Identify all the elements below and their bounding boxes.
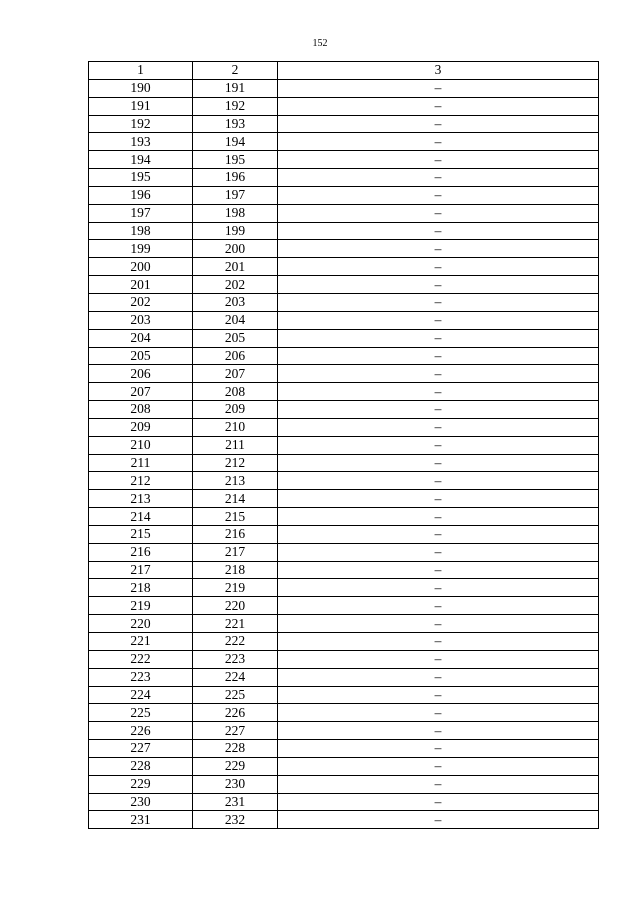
table-row — [89, 151, 599, 169]
table-cell-col-3: – — [278, 151, 599, 169]
table-row — [89, 79, 599, 97]
table-row — [89, 668, 599, 686]
table-row — [89, 258, 599, 276]
table-cell-col-3: – — [278, 454, 599, 472]
table-row — [89, 311, 599, 329]
table-cell-col-3: – — [278, 508, 599, 526]
table-cell-col-1: 223 — [89, 668, 193, 686]
table-cell-col-3: – — [278, 79, 599, 97]
table-cell-col-3: – — [278, 133, 599, 151]
table-cell-col-1: 221 — [89, 633, 193, 651]
table-cell-col-2: 196 — [193, 169, 278, 187]
table-cell-col-3: – — [278, 240, 599, 258]
table-cell-col-1: 226 — [89, 722, 193, 740]
table-cell-col-2: 206 — [193, 347, 278, 365]
table-cell-col-2: 219 — [193, 579, 278, 597]
table-cell-col-2: 211 — [193, 436, 278, 454]
table-row — [89, 579, 599, 597]
table-cell-col-3: – — [278, 169, 599, 187]
table-row — [89, 490, 599, 508]
table-cell-col-1: 210 — [89, 436, 193, 454]
table-row — [89, 418, 599, 436]
table-cell-col-2: 195 — [193, 151, 278, 169]
table-row — [89, 597, 599, 615]
table-cell-col-2: 194 — [193, 133, 278, 151]
table-cell-col-1: 214 — [89, 508, 193, 526]
table-cell-col-3: – — [278, 490, 599, 508]
table-cell-col-1: 227 — [89, 740, 193, 758]
table-cell-col-3: – — [278, 276, 599, 294]
table-cell-col-3: – — [278, 97, 599, 115]
table-cell-col-1: 198 — [89, 222, 193, 240]
table-row — [89, 722, 599, 740]
table-cell-col-2: 220 — [193, 597, 278, 615]
table-cell-col-1: 202 — [89, 293, 193, 311]
table-cell-col-3: – — [278, 115, 599, 133]
table-cell-col-2: 232 — [193, 811, 278, 829]
table-cell-col-2: 212 — [193, 454, 278, 472]
page-number: 152 — [312, 38, 328, 49]
data-table — [88, 61, 599, 829]
table-row — [89, 436, 599, 454]
column-header-3: 3 — [278, 62, 599, 80]
table-row — [89, 525, 599, 543]
table-cell-col-3: – — [278, 740, 599, 758]
table-row — [89, 115, 599, 133]
table-cell-col-3: – — [278, 418, 599, 436]
table-cell-col-2: 224 — [193, 668, 278, 686]
table-cell-col-3: – — [278, 347, 599, 365]
table-cell-col-3: – — [278, 597, 599, 615]
table-cell-col-2: 204 — [193, 311, 278, 329]
table-cell-col-2: 208 — [193, 383, 278, 401]
table-row — [89, 650, 599, 668]
table-cell-col-2: 221 — [193, 615, 278, 633]
table-cell-col-2: 205 — [193, 329, 278, 347]
table-row — [89, 454, 599, 472]
table-cell-col-2: 209 — [193, 401, 278, 419]
table-row — [89, 401, 599, 419]
table-row — [89, 704, 599, 722]
table-cell-col-2: 201 — [193, 258, 278, 276]
table-cell-col-3: – — [278, 311, 599, 329]
table-cell-col-1: 224 — [89, 686, 193, 704]
table-cell-col-3: – — [278, 222, 599, 240]
table-cell-col-1: 200 — [89, 258, 193, 276]
table-cell-col-3: – — [278, 204, 599, 222]
table-cell-col-3: – — [278, 436, 599, 454]
table-cell-col-2: 216 — [193, 525, 278, 543]
table-row — [89, 508, 599, 526]
table-cell-col-3: – — [278, 365, 599, 383]
table-cell-col-2: 225 — [193, 686, 278, 704]
table-cell-col-3: – — [278, 686, 599, 704]
table-cell-col-1: 209 — [89, 418, 193, 436]
table-row — [89, 740, 599, 758]
table-row — [89, 240, 599, 258]
table-header-row — [89, 62, 599, 80]
table-cell-col-1: 222 — [89, 650, 193, 668]
table-cell-col-2: 230 — [193, 775, 278, 793]
table-cell-col-2: 202 — [193, 276, 278, 294]
table-cell-col-1: 216 — [89, 543, 193, 561]
table-cell-col-1: 191 — [89, 97, 193, 115]
table-cell-col-2: 222 — [193, 633, 278, 651]
table-row — [89, 561, 599, 579]
table-cell-col-2: 203 — [193, 293, 278, 311]
table-cell-col-1: 231 — [89, 811, 193, 829]
table-row — [89, 186, 599, 204]
table-cell-col-1: 225 — [89, 704, 193, 722]
table-row — [89, 383, 599, 401]
table-cell-col-3: – — [278, 561, 599, 579]
table-cell-col-1: 206 — [89, 365, 193, 383]
column-header-1: 1 — [89, 62, 193, 80]
table-cell-col-3: – — [278, 383, 599, 401]
table-cell-col-2: 197 — [193, 186, 278, 204]
table-cell-col-1: 218 — [89, 579, 193, 597]
table-row — [89, 811, 599, 829]
table-cell-col-2: 217 — [193, 543, 278, 561]
table-cell-col-1: 205 — [89, 347, 193, 365]
table-cell-col-3: – — [278, 293, 599, 311]
table-cell-col-3: – — [278, 650, 599, 668]
table-cell-col-2: 199 — [193, 222, 278, 240]
table-cell-col-2: 215 — [193, 508, 278, 526]
table-row — [89, 775, 599, 793]
table-cell-col-2: 192 — [193, 97, 278, 115]
table-cell-col-3: – — [278, 722, 599, 740]
table-row — [89, 133, 599, 151]
table-cell-col-2: 191 — [193, 79, 278, 97]
table-cell-col-2: 198 — [193, 204, 278, 222]
table-cell-col-3: – — [278, 186, 599, 204]
table-cell-col-2: 213 — [193, 472, 278, 490]
table-cell-col-1: 219 — [89, 597, 193, 615]
table-cell-col-3: – — [278, 633, 599, 651]
table-cell-col-3: – — [278, 525, 599, 543]
table-cell-col-1: 196 — [89, 186, 193, 204]
table-cell-col-2: 200 — [193, 240, 278, 258]
table-cell-col-1: 204 — [89, 329, 193, 347]
table-cell-col-2: 210 — [193, 418, 278, 436]
table-row — [89, 615, 599, 633]
table-cell-col-2: 229 — [193, 757, 278, 775]
table-row — [89, 347, 599, 365]
table-cell-col-3: – — [278, 793, 599, 811]
table-cell-col-1: 197 — [89, 204, 193, 222]
table-row — [89, 329, 599, 347]
table-cell-col-2: 223 — [193, 650, 278, 668]
table-cell-col-1: 207 — [89, 383, 193, 401]
table-cell-col-3: – — [278, 472, 599, 490]
table-cell-col-1: 220 — [89, 615, 193, 633]
table-cell-col-3: – — [278, 579, 599, 597]
table-row — [89, 293, 599, 311]
table-cell-col-2: 228 — [193, 740, 278, 758]
table-cell-col-1: 213 — [89, 490, 193, 508]
table-cell-col-1: 230 — [89, 793, 193, 811]
table-cell-col-1: 228 — [89, 757, 193, 775]
table-cell-col-2: 226 — [193, 704, 278, 722]
table-cell-col-1: 193 — [89, 133, 193, 151]
table-cell-col-1: 208 — [89, 401, 193, 419]
table-cell-col-3: – — [278, 811, 599, 829]
table-row — [89, 204, 599, 222]
table-row — [89, 472, 599, 490]
table-cell-col-3: – — [278, 668, 599, 686]
table-row — [89, 222, 599, 240]
table-row — [89, 543, 599, 561]
table-cell-col-1: 211 — [89, 454, 193, 472]
table-cell-col-2: 231 — [193, 793, 278, 811]
table-cell-col-2: 207 — [193, 365, 278, 383]
table-cell-col-2: 193 — [193, 115, 278, 133]
table-cell-col-1: 215 — [89, 525, 193, 543]
table-row — [89, 365, 599, 383]
table-cell-col-1: 190 — [89, 79, 193, 97]
table-body — [89, 79, 599, 828]
table-cell-col-1: 195 — [89, 169, 193, 187]
table-cell-col-3: – — [278, 704, 599, 722]
table-row — [89, 276, 599, 294]
table-cell-col-3: – — [278, 401, 599, 419]
table-row — [89, 633, 599, 651]
column-header-2: 2 — [193, 62, 278, 80]
table-cell-col-2: 227 — [193, 722, 278, 740]
table-row — [89, 97, 599, 115]
table-row — [89, 793, 599, 811]
table-cell-col-2: 218 — [193, 561, 278, 579]
table-cell-col-1: 201 — [89, 276, 193, 294]
table-cell-col-1: 199 — [89, 240, 193, 258]
table-cell-col-3: – — [278, 329, 599, 347]
table-cell-col-1: 203 — [89, 311, 193, 329]
table-cell-col-3: – — [278, 757, 599, 775]
table-cell-col-1: 217 — [89, 561, 193, 579]
table-cell-col-1: 212 — [89, 472, 193, 490]
table-cell-col-3: – — [278, 775, 599, 793]
table-row — [89, 686, 599, 704]
table-cell-col-3: – — [278, 543, 599, 561]
table-cell-col-1: 192 — [89, 115, 193, 133]
table-row — [89, 169, 599, 187]
table-cell-col-3: – — [278, 615, 599, 633]
table-cell-col-2: 214 — [193, 490, 278, 508]
table-row — [89, 757, 599, 775]
table-cell-col-3: – — [278, 258, 599, 276]
table-cell-col-1: 229 — [89, 775, 193, 793]
table-cell-col-1: 194 — [89, 151, 193, 169]
